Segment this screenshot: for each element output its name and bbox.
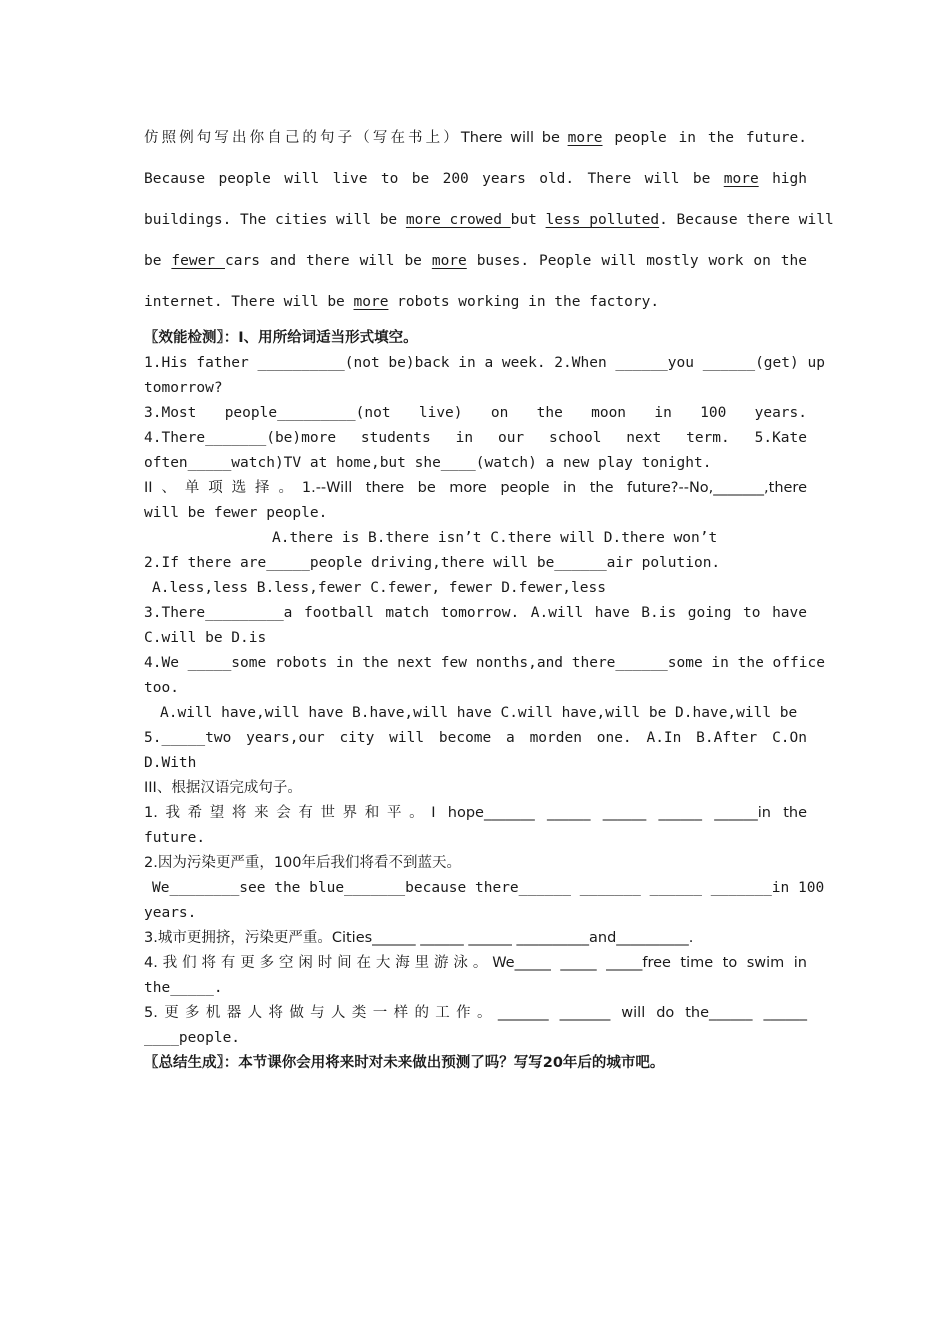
- underlined-word: more crowed: [405, 212, 511, 228]
- exercise-line: will be fewer people.: [144, 505, 328, 521]
- exercise-line: 3.城市更拥挤，污染更严重。Cities______ ______ ______ __________and__________.: [144, 930, 694, 946]
- choice-options: C.will be D.is: [144, 630, 267, 646]
- underlined-word: fewer: [171, 253, 225, 269]
- exercise-line: 2.If there are_____people driving,there will be______air polution.: [144, 555, 721, 571]
- exercise-line: 1.His father __________(not be)back in a week. 2.When ______you ______(get) up: [144, 355, 825, 371]
- exercise-line: 5.更多机器人将做与人类一样的工作。_______ _______ will do the______ ______: [144, 1005, 807, 1021]
- underlined-word: more: [353, 294, 389, 310]
- exercise-line: too.: [144, 680, 179, 696]
- intro-line-1: 仿照例句写出你自己的句子（写在书上）There will be more people in the future.: [144, 130, 807, 146]
- exercise-line: 4.我们将有更多空闲时间在大海里游泳。We_____ _____ _____free time to swim in: [144, 955, 807, 971]
- exercise-line: ____people.: [144, 1030, 241, 1046]
- exercise-line: II、单项选择。1.--Will there be more people in the future?--No,_______,there: [144, 480, 807, 496]
- exercise-line: 1.我希望将来会有世界和平。I hope_______ ______ ______ ______ ______in the: [144, 805, 807, 821]
- intro-line-4: be fewer cars and there will be more buses. People will mostly work on the: [144, 253, 807, 269]
- exercise-line: 2.因为污染更严重，100年后我们将看不到蓝天。: [144, 855, 462, 871]
- choice-options: A.there is B.there isn’t C.there will D.there won’t: [272, 530, 718, 546]
- exercise-line: 5._____two years,our city will become a morden one. A.In B.After C.On: [144, 730, 807, 746]
- intro-line-5: internet. There will be more robots working in the factory.: [144, 294, 660, 310]
- exercise-line: 3.Most people_________(not live) on the moon in 100 years.: [144, 405, 807, 421]
- exercise-line: tomorrow?: [144, 380, 223, 396]
- exercise-line: 4.There_______(be)more students in our school next term. 5.Kate: [144, 430, 807, 446]
- intro-line-3: buildings. The cities will be more crowed but less polluted. Because there will: [144, 212, 834, 228]
- exercise-line: 4.We _____some robots in the next few nonths,and there______some in the office: [144, 655, 825, 671]
- underlined-word: more: [431, 253, 467, 269]
- underlined-word: more: [567, 130, 603, 146]
- summary-heading: 〖总结生成〗：本节课你会用将来时对未来做出预测了吗？写写20年后的城市吧。: [144, 1055, 665, 1071]
- exercise-line: We________see the blue_______because there______ _______ ______ _______in 100: [152, 880, 825, 896]
- exercise-line: years.: [144, 905, 197, 921]
- intro-line-2: Because people will live to be 200 years old. There will be more high: [144, 171, 807, 187]
- exercise-line: future.: [144, 830, 206, 846]
- underlined-word: less polluted: [545, 212, 660, 228]
- exercise-line: the_____.: [144, 980, 223, 996]
- check-heading: 〖效能检测〗：I、用所给词适当形式填空。: [144, 330, 418, 346]
- part3-title: III、根据汉语完成句子。: [144, 780, 302, 796]
- underlined-word: more: [723, 171, 759, 187]
- exercise-line: 3.There_________a football match tomorrow. A.will have B.is going to have: [144, 605, 807, 621]
- choice-options: A.will have,will have B.have,will have C.will have,will be D.have,will be: [160, 705, 798, 721]
- choice-options: D.With: [144, 755, 197, 771]
- choice-options: A.less,less B.less,fewer C.fewer, fewer D.fewer,less: [152, 580, 606, 596]
- exercise-line: often_____watch)TV at home,but she____(watch) a new play tonight.: [144, 455, 712, 471]
